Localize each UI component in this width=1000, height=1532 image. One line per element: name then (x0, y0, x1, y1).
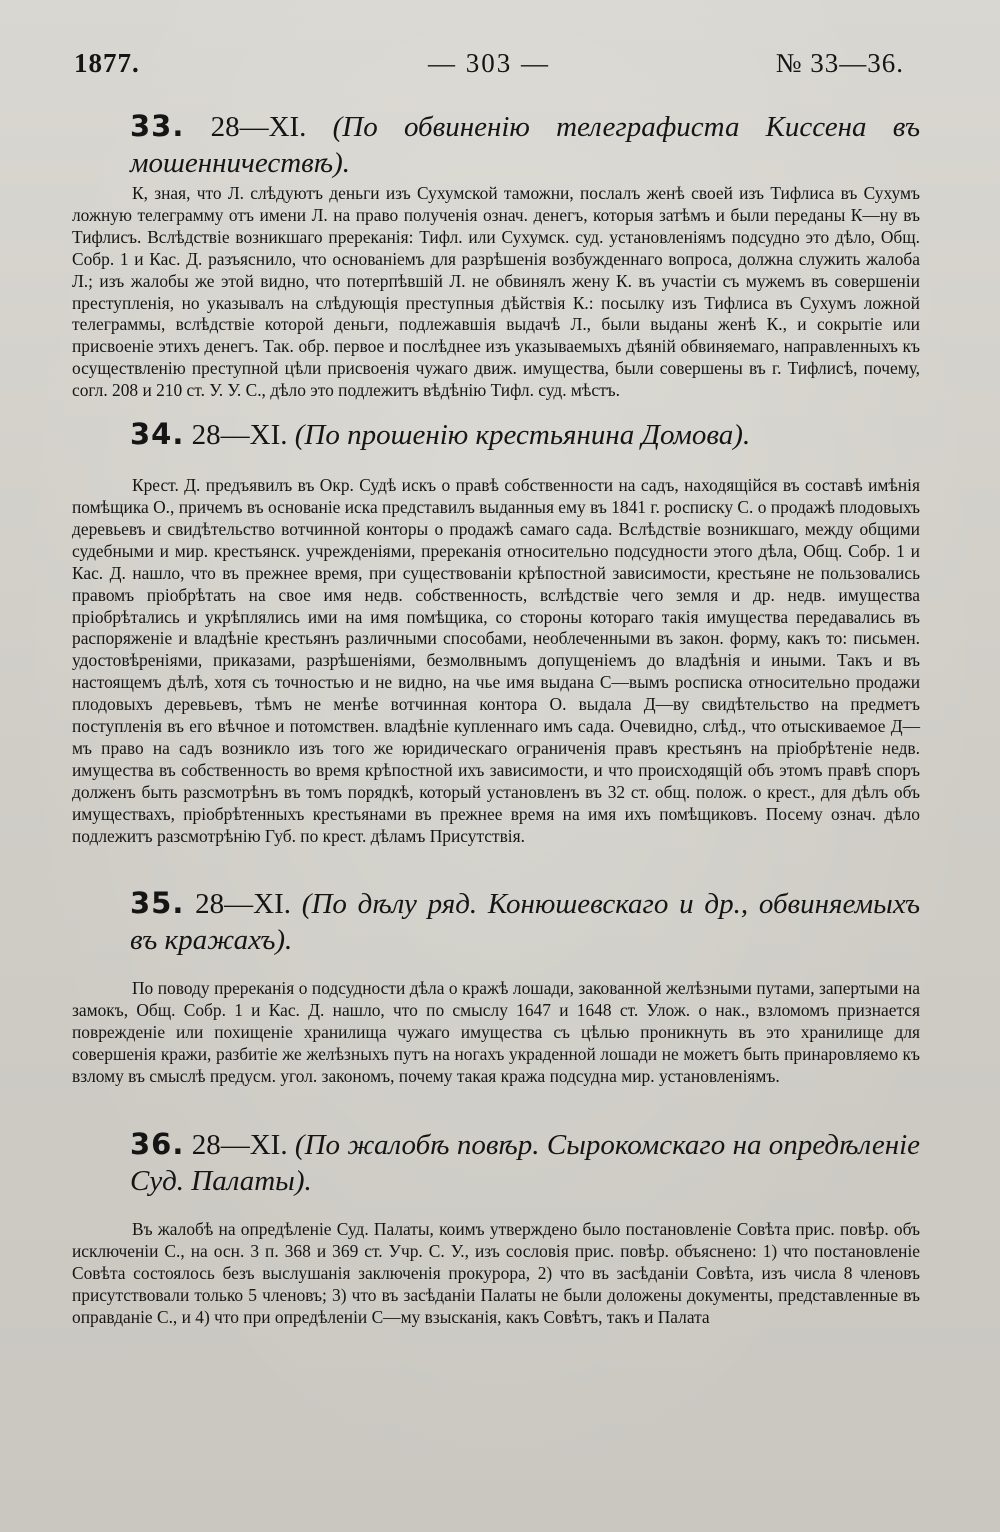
case-number: 36. (130, 1127, 185, 1161)
page-header (74, 48, 904, 92)
case-text: По поводу пререканія о подсудности дѣла о кражѣ лошади, закованной желѣзными путами, запертыми на замокъ, Общ. Собр. 1 и Кас. Д. нашло, что по смыслу 1647 и 1648 ст. Улож. о нак., взломомъ признается поврежденіе или похищеніе хранилища чужаго имущества съ цѣлью проникнуть въ это хранилище для совершенія кражи, разбитіе же желѣзныхъ путъ на ногахъ украденной лошади не можетъ быть принаровляемо къ взлому въ смыслѣ предусм. угол. закономъ, почему такая кража подсудна мир. установленіямъ. (72, 978, 920, 1087)
case-entry-33 (72, 108, 920, 402)
case-text: К, зная, что Л. слѣдуютъ деньги изъ Сухумской таможни, послалъ женѣ своей изъ Тифлиса въ Сухумъ ложную телеграмму отъ имени Л. на право полученія означ. денегъ, которыя затѣмъ и были переданы К—ну въ Тифлисъ. Вслѣдствіе возникшаго пререканія: Тифл. или Сухумск. суд. установленіямъ подсудно это дѣло, Общ. Собр. 1 и Кас. Д. разъяснило, что основаніемъ для разрѣшенія возбужденнаго вопроса, должна служить жалоба Л.; изъ жалобы же этой видно, что потерпѣвшій Л. не обвинялъ жену К. въ участіи съ мужемъ въ совершеніи преступленія, но указывалъ на слѣдующія преступныя дѣйствія К.: посылку изъ Тифлиса въ Сухумъ ложной телеграммы, вслѣдствіе которой деньги, подлежавшія выдачѣ Л., были выданы женѣ К., и сокрытіе или присвоеніе этихъ денегъ. Так. обр. первое и послѣднее изъ указываемыхъ дѣяній обвиняемаго, направленныхъ къ осуществленію преступной цѣли присвоенія чужаго движ. имущества, были совершены въ г. Тифлисѣ, почему, согл. 208 и 210 ст. У. У. С., дѣло это подлежитъ вѣдѣнію Тифл. суд. мѣстъ. (72, 183, 920, 401)
page-content (72, 108, 920, 1329)
case-title: (По дѣлу ряд. Конюшевскаго и др., обвиняемыхъ въ кражахъ). (130, 888, 921, 957)
case-heading (72, 416, 920, 453)
case-number: 35. (130, 886, 185, 921)
header-year: 1877. (74, 48, 140, 78)
case-date: 28—XI. (191, 419, 288, 452)
case-title: (По обвиненію телеграфиста Киссена въ мошенничествѣ). (130, 111, 921, 179)
case-heading (72, 1126, 920, 1199)
case-date: 28—XI. (191, 1129, 288, 1161)
case-title: (По жалобѣ повѣр. Сырокомскаго на опредѣленіе Суд. Палаты). (130, 1129, 921, 1197)
case-entry-36 (72, 1126, 920, 1329)
case-heading (72, 885, 920, 958)
case-number: 33. (130, 109, 185, 143)
case-date: 28—XI. (195, 888, 292, 921)
header-page-number: — 303 — (428, 48, 550, 78)
case-text: Въ жалобѣ на опредѣленіе Суд. Палаты, коимъ утверждено было постановленіе Совѣта прис. повѣр. объ исключеніи С., на осн. 3 п. 368 и 369 ст. Учр. С. У., изъ сословія прис. повѣр. объяснено: 1) что постановленіе Совѣта состоялось безъ выслушанія заключенія прокурора, 2) что въ засѣданіи Совѣта, изъ числа 8 членовъ присутствовали только 5 членовъ; 3) что въ засѣданіи Палаты не были доложены документы, представленные въ оправданіе С., и 4) что при опредѣленіи С—му взысканія, какъ Совѣтъ, такъ и Палата (72, 1219, 920, 1327)
case-title: (По прошенію крестьянина Домова). (294, 419, 751, 452)
case-number: 34. (130, 417, 185, 452)
case-entry-35 (72, 885, 920, 1088)
case-text: Крест. Д. предъявилъ въ Окр. Судѣ искъ о правѣ собственности на садъ, находящійся въ составѣ имѣнія помѣщика О., причемъ въ основаніе иска представилъ выданныя ему въ 1841 г. росписку С. о продажѣ плодовыхъ деревьевъ и свидѣтельство вотчинной конторы о продажѣ самаго сада. Вслѣдствіе возникшаго, между общими судебными и мир. крестьянск. учрежденіями, пререканія относительно подсудности этого дѣла, Общ. Собр. 1 и Кас. Д. нашло, что въ прежнее время, при существованіи крѣпостной зависимости, крестьяне не пользовались правомъ пріобрѣтать на свое имя недв. собственность, вслѣдствіе чего земля и др. недв. имущества пріобрѣтались и укрѣплялись ими на имя помѣщика, со стороны котораго такія имущества передавались въ распоряженіе и владѣніе крестьянъ различными способами, необлеченными въ закон. форму, какъ то: письмен. удостовѣреніями, приказами, разрѣшеніями, безмолвнымъ допущеніемъ до владѣнія и иными. Такъ и въ настоящемъ дѣлѣ, хотя съ точностью и не видно, на чье имя выдана С—вымъ росписка относительно продажи плодовыхъ деревьевъ, тѣмъ не менѣе вотчинная контора О. выдала Д—ву свидѣтельство на предметъ поступленія въ его вѣчное и потомствен. владѣніе купленнаго имъ сада. Очевидно, слѣд., что отыскиваемое Д—мъ право на садъ возникло изъ того же юридическаго ограниченія правъ крестьянъ на пріобрѣтеніе недв. имущества въ собственность во время крѣпостной ихъ зависимости, и что происходящій объ этомъ правѣ споръ долженъ быть разсмотрѣнъ въ томъ порядкѣ, который установленъ въ 32 ст. общ. полож. о крест., для дѣлъ объ имуществахъ, пріобрѣтенныхъ крестьянами въ прежнее время на имя ихъ помѣщиковъ. Посему означ. дѣло подлежитъ разсмотрѣнію Губ. по крест. дѣламъ Присутствія. (72, 475, 920, 846)
header-case-range: № 33—36. (775, 48, 904, 78)
case-date: 28—XI. (210, 111, 307, 143)
case-heading (72, 108, 920, 181)
case-entry-34 (72, 416, 920, 847)
